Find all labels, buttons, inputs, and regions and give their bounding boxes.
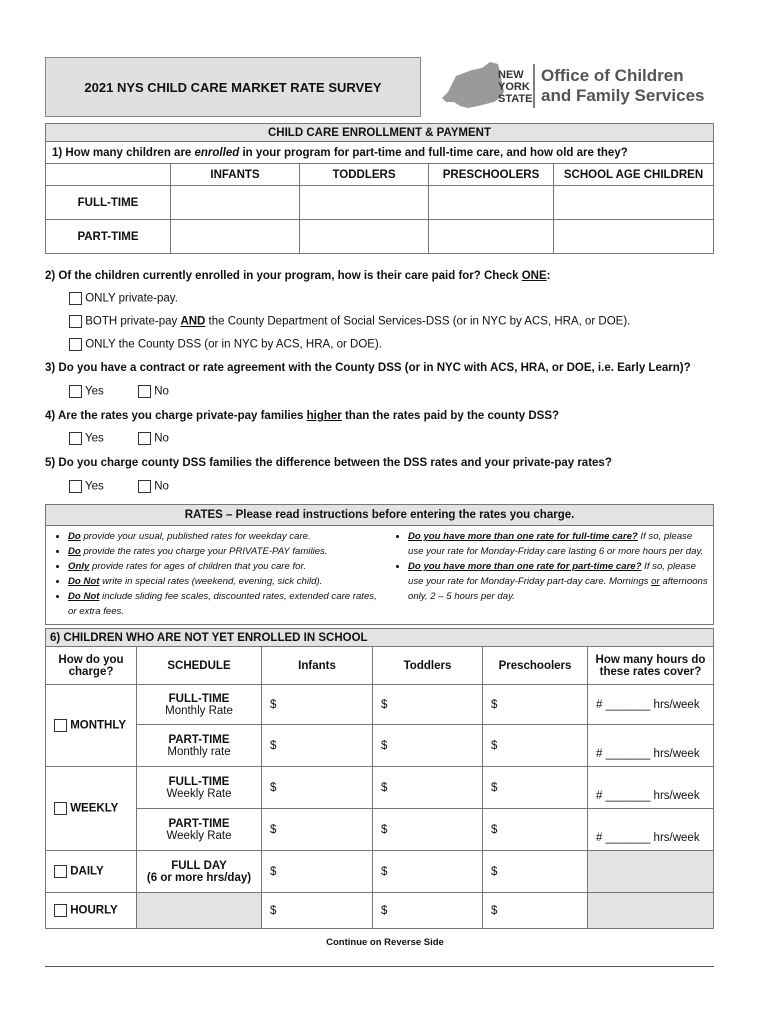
logo-state: STATE: [498, 93, 533, 105]
q5-yes-checkbox[interactable]: [69, 480, 82, 493]
monthly-option: MONTHLY: [46, 685, 137, 767]
q3-yes: Yes: [69, 385, 104, 398]
logo-office-name: Office of Children and Family Services: [541, 66, 705, 105]
q5-text: 5) Do you charge county DSS families the difference between the DSS rates and your private-pay rates?: [45, 457, 612, 469]
hourly-infants[interactable]: $: [262, 893, 373, 929]
pt-weekly-hours[interactable]: # _______ hrs/week: [588, 809, 714, 851]
hourly-hours-disabled: [588, 893, 714, 929]
hourly-checkbox[interactable]: [54, 904, 67, 917]
ft-monthly-hours[interactable]: # _______ hrs/week: [588, 685, 714, 725]
schedule-full-day: FULL DAY (6 or more hrs/day): [137, 851, 262, 893]
hourly-preschoolers[interactable]: $: [483, 893, 588, 929]
pt-monthly-preschoolers[interactable]: $: [483, 725, 588, 767]
pt-school-age-field[interactable]: [554, 220, 714, 254]
row-full-time: FULL-TIME: [46, 186, 171, 220]
q5-no: No: [138, 480, 169, 493]
ny-state-outline-icon: [442, 62, 504, 108]
q5-yes: Yes: [69, 480, 104, 493]
rates-title: RATES – Please read instructions before entering the rates you charge.: [46, 505, 713, 526]
q3-yes-checkbox[interactable]: [69, 385, 82, 398]
daily-hours-disabled: [588, 851, 714, 893]
monthly-checkbox[interactable]: [54, 719, 67, 732]
q6-rates-table: [45, 628, 714, 929]
col-toddlers-rate: Toddlers: [373, 647, 483, 685]
ft-infants-field[interactable]: [171, 186, 300, 220]
ft-monthly-infants[interactable]: $: [262, 685, 373, 725]
q2-both-checkbox[interactable]: [69, 315, 82, 328]
weekly-option: WEEKLY: [46, 767, 137, 851]
daily-option: DAILY: [46, 851, 137, 893]
col-infants: INFANTS: [171, 164, 300, 186]
schedule-ft-weekly: FULL-TIME Weekly Rate: [137, 767, 262, 809]
enrollment-section-title: CHILD CARE ENROLLMENT & PAYMENT: [46, 124, 714, 142]
q2-option-dss: ONLY the County DSS (or in NYC by ACS, HRA, or DOE).: [69, 338, 382, 351]
weekly-checkbox[interactable]: [54, 802, 67, 815]
schedule-pt-monthly: PART-TIME Monthly rate: [137, 725, 262, 767]
rates-bullet: • Do provide the rates you charge your PRIVATE-PAY families.: [68, 544, 382, 559]
logo-york: YORK: [498, 81, 530, 93]
q3-no: No: [138, 385, 169, 398]
q2-private-checkbox[interactable]: [69, 292, 82, 305]
q2-option-both: BOTH private-pay AND the County Department of Social Services-DSS (or in NYC by ACS, HRA, or DOE).: [69, 315, 630, 328]
q4-no: No: [138, 432, 169, 445]
col-how-charge: How do you charge?: [46, 647, 137, 685]
daily-toddlers[interactable]: $: [373, 851, 483, 893]
q2-text: 2) Of the children currently enrolled in your program, how is their care paid for? Check ONE:: [45, 270, 551, 282]
q2-option-private: ONLY private-pay.: [69, 292, 178, 305]
rates-instructions: [45, 504, 714, 625]
rates-bullet: • Do Not include sliding fee scales, discounted rates, extended care rates, or extra fees.: [68, 589, 382, 619]
hourly-toddlers[interactable]: $: [373, 893, 483, 929]
col-preschoolers: PRESCHOOLERS: [429, 164, 554, 186]
bottom-divider: [45, 966, 714, 967]
rates-bullet: • Do you have more than one rate for full-time care? If so, please use your rate for Monday-Friday care lasting 6 or more hours per day.: [408, 529, 708, 559]
pt-weekly-toddlers[interactable]: $: [373, 809, 483, 851]
daily-checkbox[interactable]: [54, 865, 67, 878]
schedule-pt-weekly: PART-TIME Weekly Rate: [137, 809, 262, 851]
col-infants-rate: Infants: [262, 647, 373, 685]
daily-preschoolers[interactable]: $: [483, 851, 588, 893]
q2-dss-checkbox[interactable]: [69, 338, 82, 351]
daily-infants[interactable]: $: [262, 851, 373, 893]
continue-note: Continue on Reverse Side: [326, 937, 444, 948]
pt-monthly-infants[interactable]: $: [262, 725, 373, 767]
col-toddlers: TODDLERS: [300, 164, 429, 186]
ft-weekly-toddlers[interactable]: $: [373, 767, 483, 809]
enrollment-table: [45, 123, 714, 254]
ft-monthly-toddlers[interactable]: $: [373, 685, 483, 725]
ft-preschoolers-field[interactable]: [429, 186, 554, 220]
rates-bullet: • Do provide your usual, published rates for weekday care.: [68, 529, 382, 544]
survey-title: 2021 NYS CHILD CARE MARKET RATE SURVEY: [45, 57, 421, 117]
col-hours: How many hours do these rates cover?: [588, 647, 714, 685]
rates-bullet: • Do you have more than one rate for part-time care? If so, please use your rate for Monday-Friday part-day care. Mornings or afternoons only, 2 – 5 hours per day.: [408, 559, 708, 604]
col-preschoolers-rate: Preschoolers: [483, 647, 588, 685]
q4-yes-checkbox[interactable]: [69, 432, 82, 445]
col-school-age: SCHOOL AGE CHILDREN: [554, 164, 714, 186]
hourly-option: HOURLY: [46, 893, 137, 929]
q1-text: 1) How many children are enrolled in your program for part-time and full-time care, and how old are they?: [46, 142, 714, 164]
q5-no-checkbox[interactable]: [138, 480, 151, 493]
q3-text: 3) Do you have a contract or rate agreement with the County DSS (or in NYC with ACS, HRA, or DOE, i.e. Early Learn)?: [45, 362, 691, 374]
q4-yes: Yes: [69, 432, 104, 445]
q4-no-checkbox[interactable]: [138, 432, 151, 445]
logo-new: NEW: [498, 69, 524, 81]
row-part-time: PART-TIME: [46, 220, 171, 254]
rates-bullet: • Do Not write in special rates (weekend, evening, sick child).: [68, 574, 382, 589]
ft-weekly-hours[interactable]: # _______ hrs/week: [588, 767, 714, 809]
pt-infants-field[interactable]: [171, 220, 300, 254]
hourly-schedule-disabled: [137, 893, 262, 929]
pt-monthly-hours[interactable]: # _______ hrs/week: [588, 725, 714, 767]
rates-bullet: • Only provide rates for ages of children that you care for.: [68, 559, 382, 574]
ft-toddlers-field[interactable]: [300, 186, 429, 220]
pt-monthly-toddlers[interactable]: $: [373, 725, 483, 767]
ft-weekly-infants[interactable]: $: [262, 767, 373, 809]
q4-text: 4) Are the rates you charge private-pay families higher than the rates paid by the county DSS?: [45, 410, 560, 422]
schedule-ft-monthly: FULL-TIME Monthly Rate: [137, 685, 262, 725]
pt-toddlers-field[interactable]: [300, 220, 429, 254]
q6-title: 6) CHILDREN WHO ARE NOT YET ENROLLED IN SCHOOL: [46, 629, 714, 647]
rates-right-list: [392, 529, 708, 604]
rates-left-list: [52, 529, 382, 619]
pt-preschoolers-field[interactable]: [429, 220, 554, 254]
pt-weekly-preschoolers[interactable]: $: [483, 809, 588, 851]
ft-school-age-field[interactable]: [554, 186, 714, 220]
ft-weekly-preschoolers[interactable]: $: [483, 767, 588, 809]
pt-weekly-infants[interactable]: $: [262, 809, 373, 851]
ft-monthly-preschoolers[interactable]: $: [483, 685, 588, 725]
col-schedule: SCHEDULE: [137, 647, 262, 685]
q3-no-checkbox[interactable]: [138, 385, 151, 398]
